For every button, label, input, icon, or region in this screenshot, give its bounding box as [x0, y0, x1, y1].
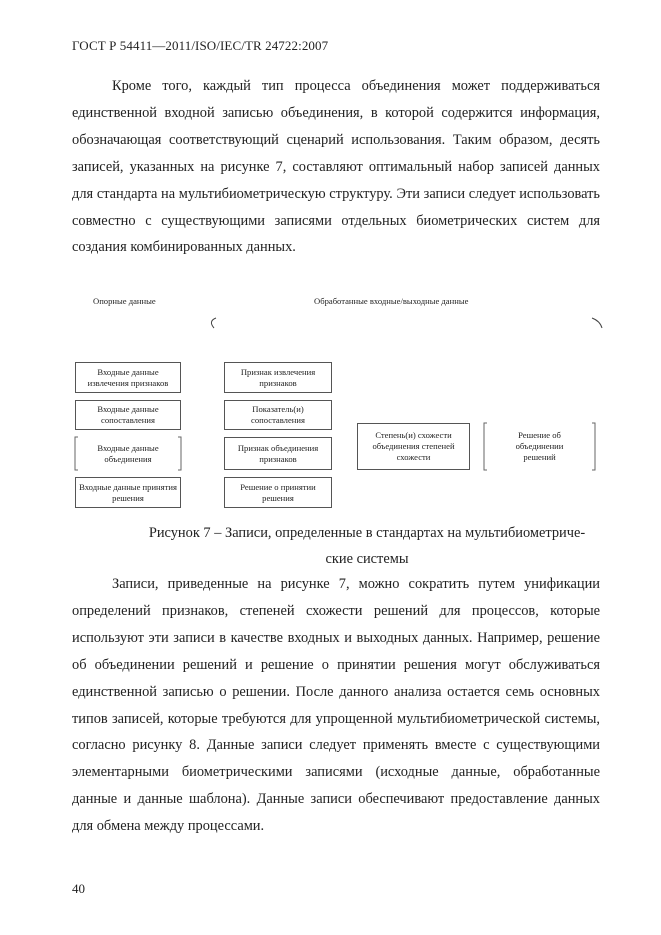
- middle-box-matching-scores: Показатель(и) сопоставления: [224, 400, 332, 430]
- paragraph-1: Кроме того, каждый тип процесса объединения может поддерживаться единственной входной записью объединения, в которой содержится информация, обозначающая соответствующий сценарий использования. Таким образом, десять записей, указанных на рисунке 7, составляют оптимальный набор записей данных для стандарта на мультибиометрическую структуру. Эти записи следует использовать совместно с существующими записями отдельных биометрических систем для создания комбинированных данных.: [72, 78, 600, 256]
- figure-label-reference-data: Опорные данные: [93, 296, 156, 306]
- figure-label-processed-data: Обработанные входные/выходные данные: [314, 296, 469, 306]
- middle-box-feature-fusion-feature: Признак объединения признаков: [224, 437, 332, 470]
- right-box-decision-fusion-decision: Решение об объединении решений: [515, 430, 564, 462]
- left-box-matching-input: Входные данные сопоставления: [75, 400, 181, 430]
- middle-box-decision-decision: Решение о принятии решения: [224, 477, 332, 508]
- left-box-feature-extraction-input: Входные данные извлечения признаков: [75, 362, 181, 393]
- left-box-fusion-input: Входные данные объединения: [97, 442, 159, 464]
- middle-box-feature-extraction-feature: Признак извлечения признаков: [224, 362, 332, 393]
- paragraph-2: Записи, приведенные на рисунке 7, можно сократить путем унификации определений признаков, степеней схожести решений для процессов, которые используют эти записи в качестве входных и выходных данных. Например, решение об объединении решений и решение о принятии решения могут обслуживаться единственной записью о решении. После данного анализа остается семь основных типов записей, которые требуются для упрощенной мультибиометрической системы, согласно рисунку 8. Данные записи следует применять вместе с существующими элементарными биометрическими записями (исходные данные, обработанные данные и данные шаблона). Данные записи обеспечивают предоставление данных для обмена между процессами.: [72, 576, 600, 835]
- figure-caption-line-2: ские системы: [325, 551, 409, 567]
- right-box-score-fusion-scores: Степень(и) схожести объединения степеней схожести: [357, 423, 470, 470]
- document-header: ГОСТ Р 54411—2011/ISO/IEC/TR 24722:2007: [72, 38, 329, 53]
- left-box-decision-input: Входные данные принятия решения: [75, 477, 181, 508]
- figure-caption-line-1: Рисунок 7 – Записи, определенные в стандартах на мультибиометриче-: [148, 525, 586, 541]
- page-number: 40: [72, 881, 85, 896]
